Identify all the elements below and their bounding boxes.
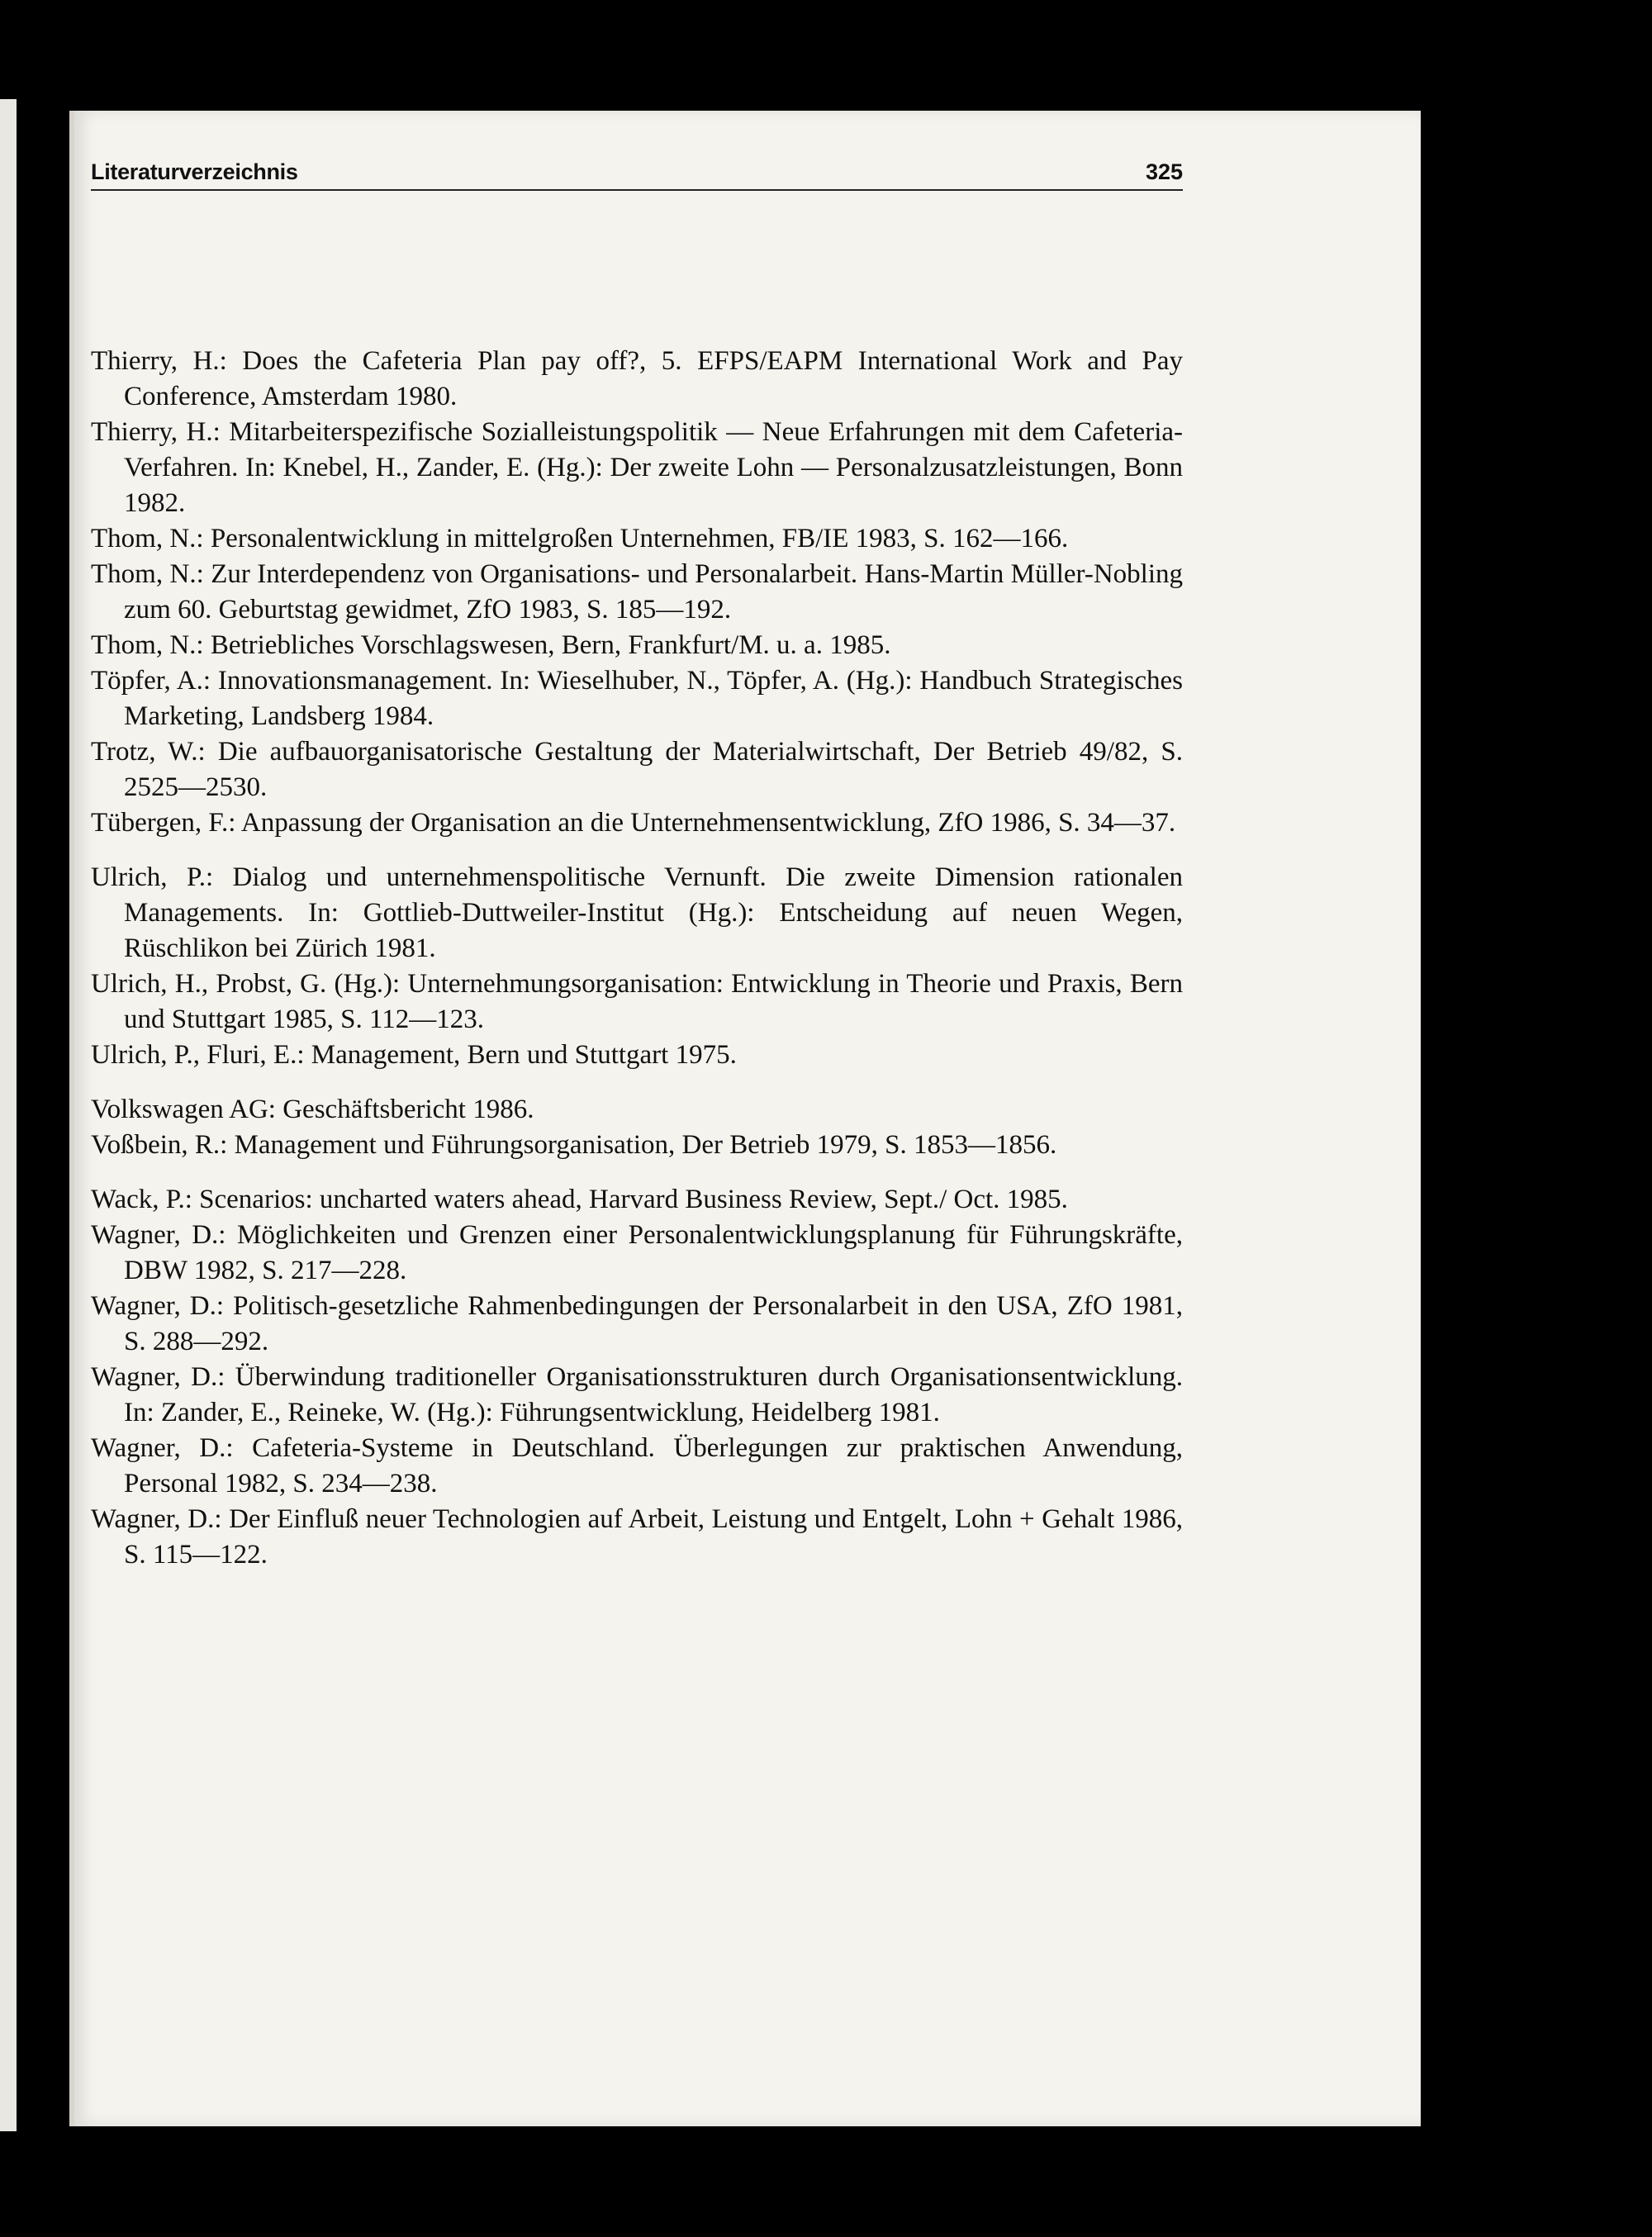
reference-entry: Wagner, D.: Überwindung traditioneller Organisationsstrukturen durch Organisationsentwicklung. In: Zander, E., Reineke, W. (Hg.): Führungsentwicklung, Heidelberg 1981. [91, 1362, 1183, 1427]
reference-entry: Wagner, D.: Politisch-gesetzliche Rahmenbedingungen der Personalarbeit in den USA, ZfO 1981, S. 288—292. [91, 1291, 1183, 1356]
reference-entry: Wack, P.: Scenarios: uncharted waters ahead, Harvard Business Review, Sept./ Oct. 1985. [91, 1185, 1068, 1214]
running-header [91, 159, 1183, 191]
reference-entry: Thom, N.: Zur Interdependenz von Organisations- und Personalarbeit. Hans-Martin Müller-Nobling zum 60. Geburtstag gewidmet, ZfO 1983, S. 185—192. [91, 559, 1183, 625]
reference-entry: Ulrich, P., Fluri, E.: Management, Bern und Stuttgart 1975. [91, 1040, 737, 1070]
reference-entry: Trotz, W.: Die aufbauorganisatorische Gestaltung der Materialwirtschaft, Der Betrieb 49/82, S. 2525—2530. [91, 737, 1183, 802]
reference-entry: Ulrich, H., Probst, G. (Hg.): Unternehmungsorganisation: Entwicklung in Theorie und Praxis, Bern und Stuttgart 1985, S. 112—123. [91, 969, 1183, 1034]
reference-entry: Ulrich, P.: Dialog und unternehmenspolitische Vernunft. Die zweite Dimension rationalen Managements. In: Gottlieb-Duttweiler-Institut (Hg.): Entscheidung auf neuen Wegen, Rüschlikon bei Zürich 1981. [91, 862, 1183, 963]
reference-group [91, 1092, 1183, 1163]
reference-entry: Volkswagen AG: Geschäftsbericht 1986. [91, 1095, 534, 1124]
reference-entry: Thierry, H.: Does the Cafeteria Plan pay off?, 5. EFPS/EAPM International Work and Pay Conference, Amsterdam 1980. [91, 346, 1183, 411]
reference-group [91, 1182, 1183, 1573]
reference-list [91, 344, 1183, 1573]
reference-entry: Wagner, D.: Der Einfluß neuer Technologien auf Arbeit, Leistung und Entgelt, Lohn + Gehalt 1986, S. 115—122. [91, 1504, 1183, 1570]
page-number: 325 [1145, 159, 1183, 184]
reference-entry: Voßbein, R.: Management und Führungsorganisation, Der Betrieb 1979, S. 1853—1856. [91, 1130, 1057, 1160]
reference-entry: Tübergen, F.: Anpassung der Organisation an die Unternehmensentwicklung, ZfO 1986, S. 34—37. [91, 808, 1176, 838]
reference-entry: Wagner, D.: Möglichkeiten und Grenzen einer Personalentwicklungsplanung für Führungskräfte, DBW 1982, S. 217—228. [91, 1220, 1183, 1285]
reference-group [91, 860, 1183, 1073]
section-title: Literaturverzeichnis [91, 159, 298, 184]
page-edge-left [0, 99, 17, 2131]
reference-entry: Thom, N.: Betriebliches Vorschlagswesen, Bern, Frankfurt/M. u. a. 1985. [91, 630, 891, 660]
reference-group [91, 344, 1183, 841]
reference-entry: Thierry, H.: Mitarbeiterspezifische Sozialleistungspolitik — Neue Erfahrungen mit dem Cafeteria-Verfahren. In: Knebel, H., Zander, E. (Hg.): Der zweite Lohn — Personalzusatzleistungen, Bonn 1982. [91, 417, 1183, 518]
reference-entry: Wagner, D.: Cafeteria-Systeme in Deutschland. Überlegungen zur praktischen Anwendung, Personal 1982, S. 234—238. [91, 1433, 1183, 1498]
reference-entry: Thom, N.: Personalentwicklung in mittelgroßen Unternehmen, FB/IE 1983, S. 162—166. [91, 524, 1069, 553]
reference-entry: Töpfer, A.: Innovationsmanagement. In: Wieselhuber, N., Töpfer, A. (Hg.): Handbuch Strategisches Marketing, Landsberg 1984. [91, 666, 1183, 731]
